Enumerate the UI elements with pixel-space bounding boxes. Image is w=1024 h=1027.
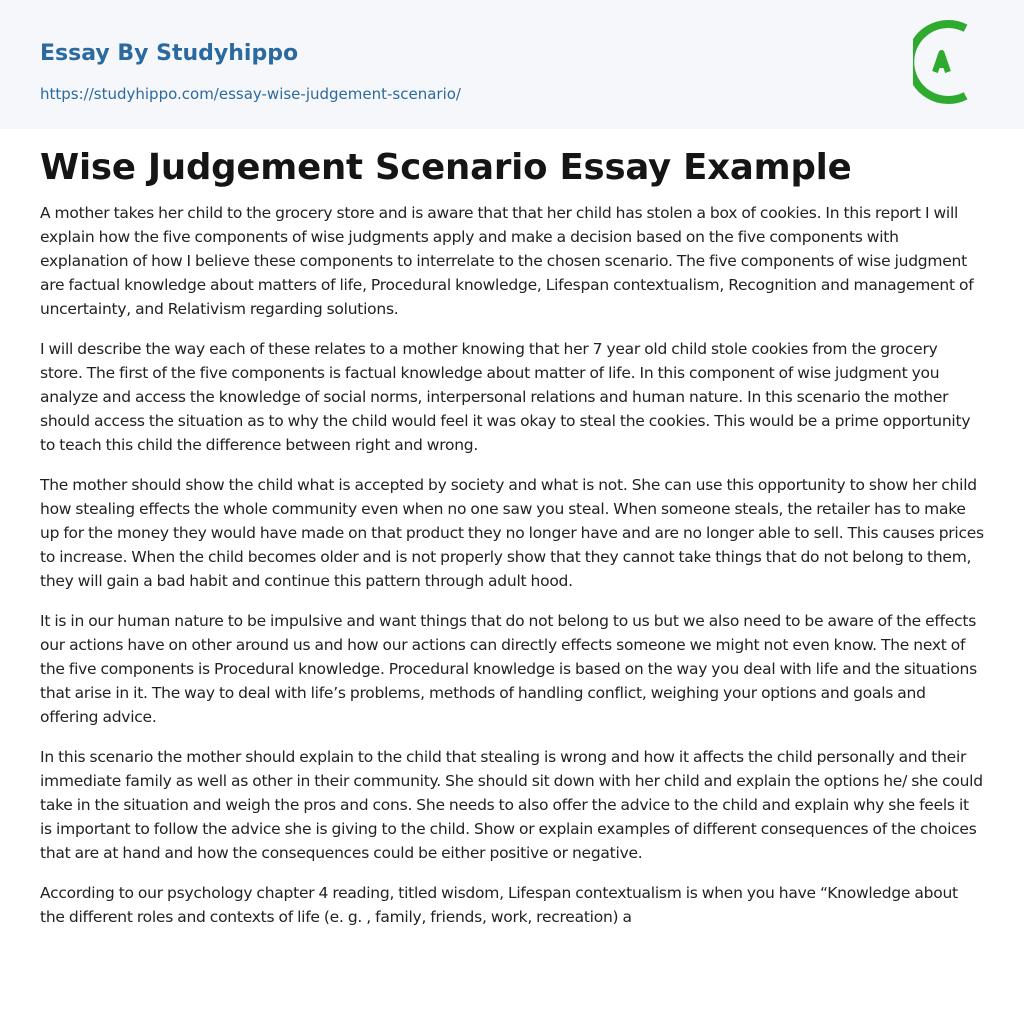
essay-paragraph: I will describe the way each of these relates to a mother knowing that her 7 year old child stole cookies from the grocery store. The first of the five components is factual knowledge about matter of life. In this component of wise judgment you analyze and access the knowledge of social norms, interpersonal relations and human nature. In this scenario the mother should access the situation as to why the child would feel it was okay to steal the cookies. This would be a prime opportunity to teach this child the difference between right and wrong. (40, 340, 971, 454)
essay-paragraph: In this scenario the mother should explain to the child that stealing is wrong and how it affects the child personally and their immediate family as well as other in their community. She should sit down with her child and explain the options he/ she could take in the situation and weigh the pros and cons. She needs to also offer the advice to the child and explain why she feels it is important to follow the advice she is giving to the child. Show or explain examples of different consequences of the choices that are at hand and how the consequences could be either positive or negative. (40, 748, 983, 862)
essay-paragraph: It is in our human nature to be impulsive and want things that do not belong to us but we also need to be aware of the effects our actions have on other around us and how our actions can directly effects someone we might not even know. The next of the five components is Procedural knowledge. Procedural knowledge is based on the way you deal with life and the situations that arise in it. The way to deal with life’s problems, methods of handling conflict, weighing your options and goals and offering advice. (40, 612, 977, 726)
studyhippo-logo-icon[interactable] (913, 20, 985, 104)
essay-article (40, 143, 984, 945)
essay-paragraph: The mother should show the child what is accepted by society and what is not. She can use this opportunity to show her child how stealing effects the whole community even when no one saw you steal. When someone steals, the retailer has to make up for the money they would have made on that product they no longer have and are no longer able to sell. This causes prices to increase. When the child becomes older and is not properly show that they cannot take things that do not belong to them, they will gain a bad habit and continue this pattern through adult hood. (40, 476, 984, 590)
essay-paragraph: A mother takes her child to the grocery store and is aware that that her child has stolen a box of cookies. In this report I will explain how the five components of wise judgments apply and make a decision based on the five components with explanation of how I believe these components to interrelate to the chosen scenario. The five components of wise judgment are factual knowledge about matters of life, Procedural knowledge, Lifespan contextualism, Recognition and management of uncertainty, and Relativism regarding solutions. (40, 204, 974, 318)
site-header (0, 0, 1024, 129)
site-title[interactable]: Essay By Studyhippo (40, 41, 299, 66)
essay-paragraph: According to our psychology chapter 4 reading, titled wisdom, Lifespan contextualism is when you have “Knowledge about the different roles and contexts of life (e. g. , family, friends, work, recreation) a (40, 884, 958, 926)
page-url-link[interactable]: https://studyhippo.com/essay-wise-judgement-scenario/ (40, 85, 461, 103)
page-title: Wise Judgement Scenario Essay Example (40, 147, 852, 188)
logo-letter-a (935, 53, 948, 72)
